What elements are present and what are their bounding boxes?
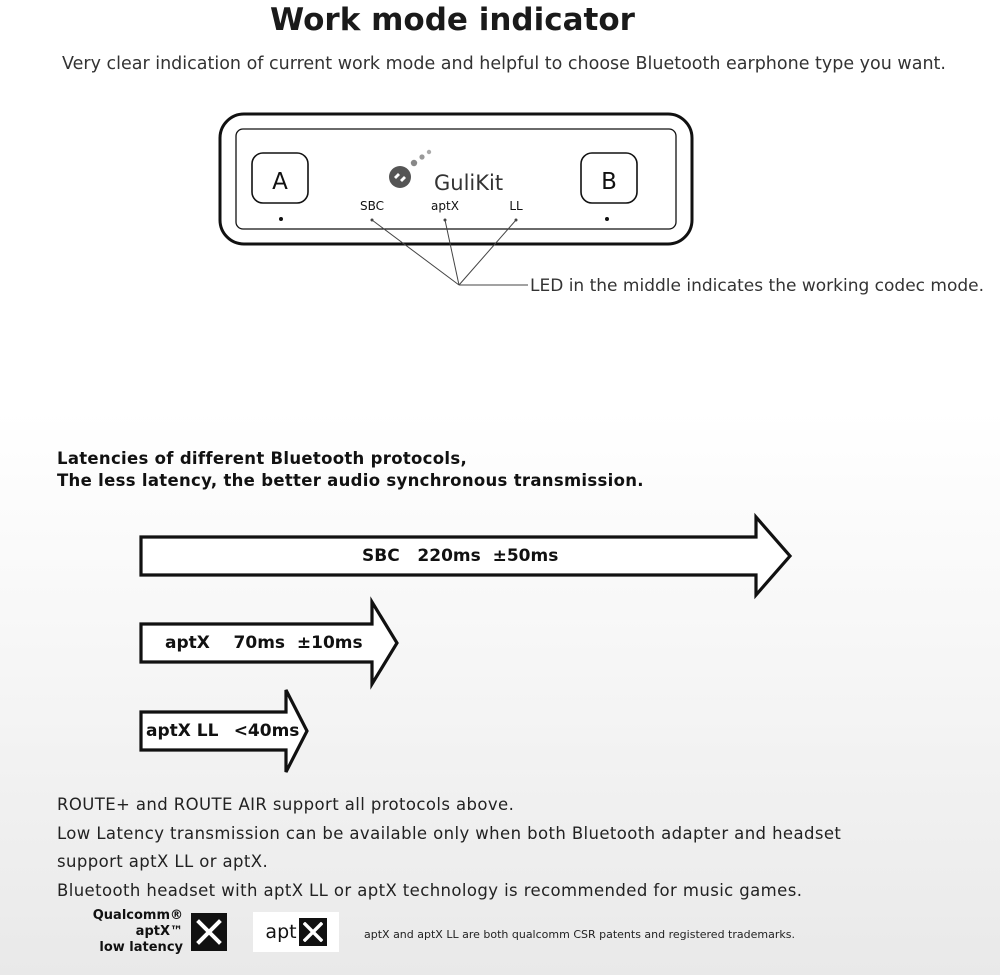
- aptx-logo: [253, 912, 339, 952]
- latency-heading-line2: The less latency, the better audio synchronous transmission.: [57, 471, 644, 490]
- note-line: Bluetooth headset with aptX LL or aptX technology is recommended for music games.: [57, 880, 803, 900]
- page-title: Work mode indicator: [270, 2, 635, 38]
- brand-name: GuliKit: [434, 171, 504, 195]
- led-label-aptx: aptX: [431, 199, 459, 213]
- logo2-text: apt: [265, 921, 297, 943]
- aptx-x-icon: [191, 913, 227, 951]
- note-line: support aptX LL or aptX.: [57, 852, 269, 871]
- page-subtitle: Very clear indication of current work mode and helpful to choose Bluetooth earphone type you want.: [62, 54, 946, 74]
- note-line: Low Latency transmission can be available only when both Bluetooth adapter and headset: [57, 823, 842, 843]
- qualcomm-aptx-ll-logo: [55, 908, 235, 955]
- arrow-aptx-label: aptX 70ms ±10ms: [165, 633, 363, 653]
- trademark-note: aptX and aptX LL are both qualcomm CSR patents and registered trademarks.: [364, 928, 795, 941]
- led-label-sbc: SBC: [359, 199, 385, 213]
- led-label-ll: LL: [509, 199, 523, 213]
- button-a-label: A: [272, 169, 288, 195]
- aptx-x-icon: [299, 918, 327, 946]
- callout-text: LED in the middle indicates the working codec mode.: [530, 276, 985, 296]
- button-b-label: B: [601, 169, 617, 195]
- arrow-sbc-label: SBC 220ms ±50ms: [362, 546, 559, 566]
- note-line: ROUTE+ and ROUTE AIR support all protocols above.: [57, 795, 515, 814]
- notes-block: [57, 791, 841, 905]
- logo1-text: [55, 908, 183, 956]
- arrow-aptx-ll-label: aptX LL <40ms: [146, 721, 300, 741]
- logo1-line2: low latency: [99, 940, 183, 955]
- logo1-line1: Qualcomm® aptX™: [92, 908, 183, 939]
- latency-heading-line1: Latencies of different Bluetooth protocols,: [57, 449, 468, 468]
